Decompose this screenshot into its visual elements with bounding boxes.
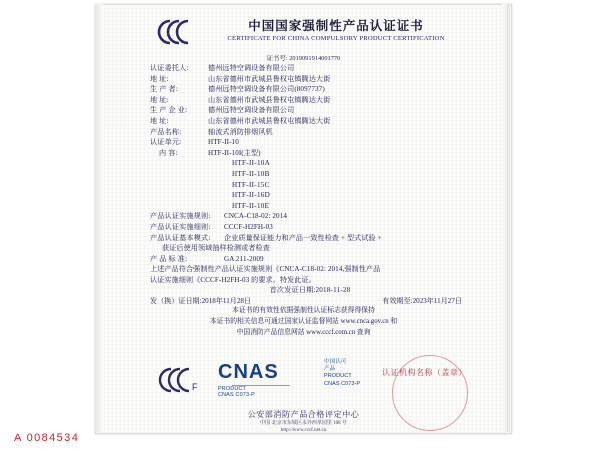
field-row <box>150 105 470 116</box>
model-item: HTF-II-16D <box>232 191 271 200</box>
notice-line: 本证书的有效性依据强制性认证标志获得得保持 <box>232 307 375 314</box>
basic-mode-line2: 获证后使用领域抽样检测或者检查 <box>162 244 270 253</box>
field-value: CCCF-H2FH-03 <box>224 222 273 231</box>
field-value: 山东省德州市武城县鲁权屯镇腾达大街 <box>208 74 331 83</box>
page-title: 中国国家强制性产品认证证书 <box>248 19 424 33</box>
field-label: 生 产 企 业: <box>150 106 188 115</box>
issuer-address <box>96 421 511 434</box>
field-label: 认证单元: <box>150 138 182 147</box>
cnas-line: CNAS C073-P <box>218 392 255 399</box>
model-item: HTF-II-10E <box>232 201 270 210</box>
model-group-row <box>150 148 470 159</box>
field-value: 企业质量保证能力和产品一致性检查 + 型式试验 + <box>224 233 382 242</box>
model-group-label: 内 容: <box>159 148 178 157</box>
serial-number: A 0084534 <box>14 432 80 444</box>
model-item: HTF-II-10A <box>232 159 271 168</box>
address-line: http://www.cccf.net.cn <box>280 427 327 433</box>
certificate-header <box>96 13 511 62</box>
field-row <box>150 74 470 85</box>
sheet-edge-left <box>95 4 103 432</box>
field-label: 地 址: <box>150 116 169 125</box>
field-label: 认证委托人: <box>150 64 189 72</box>
field-row <box>150 233 470 244</box>
field-value: 德州远特空调设备有限公司 <box>208 106 295 115</box>
field-row <box>150 137 470 148</box>
field-label: 产品认证基本模式: <box>150 233 211 242</box>
field-value: GA 211-2009 <box>224 254 264 263</box>
sheet-edge-right <box>502 4 510 432</box>
field-row <box>150 222 470 233</box>
field-row <box>150 84 470 95</box>
field-label: 生 产 者: <box>150 85 178 94</box>
page-title-english: CERTIFICATE FOR CHINA COMPULSORY PRODUCT CERTIFICATION <box>227 35 445 42</box>
first-issue-date: 首次发证日期:2018-11-28 <box>269 286 351 295</box>
field-value: 山东省德州市武城县鲁权屯镇腾达大街 <box>208 95 331 104</box>
field-row <box>150 63 470 74</box>
field-value: 德州远特空调设备有限公司(8097737) <box>208 85 325 94</box>
certificate-sheet <box>95 4 512 434</box>
issuer-name: 公安部消防产品合格评定中心 <box>247 410 360 419</box>
statement-line: 认证实施细则《CCCF-H2FH-03 的要求。特发此证。 <box>150 275 316 284</box>
issue-date: 发（换）证日期:2018年11月28日 <box>150 297 252 306</box>
field-label: 地 址: <box>150 74 169 83</box>
field-row <box>150 127 470 138</box>
model-item: HTF-II-10B <box>232 169 270 178</box>
notice-block <box>126 305 481 338</box>
issuing-authority-stamp: 认证机构名称（盖章） <box>382 368 467 377</box>
china-mark-line: PRODUCT <box>324 373 352 380</box>
field-row <box>150 116 470 127</box>
certificate-body <box>150 63 470 307</box>
cnas-logo <box>218 361 304 401</box>
certificate-number: 证书号: 2019091914001770 <box>266 55 341 62</box>
cccf-logo-icon <box>156 363 204 397</box>
statement-line: 上述产品符合强制性产品认证实施规则《CNCA-C18-02: 2014,强制性产品 <box>150 265 381 274</box>
field-value: 德州远特空调设备有限公司 <box>208 64 295 72</box>
svg-text:F: F <box>192 382 198 392</box>
field-label: 产品认证实施规则: <box>150 212 211 221</box>
field-row <box>150 211 470 222</box>
cnas-wordmark: CNAS <box>218 361 279 383</box>
field-value: 轴流式消防排烟风机 <box>208 127 273 136</box>
field-value: CNCA-C18-02: 2014 <box>224 212 287 221</box>
field-value: HTF-II-10 <box>208 138 239 147</box>
field-label: 产品认证实施细则: <box>150 222 211 231</box>
china-mark-line: CNAS C073-P <box>324 380 361 387</box>
field-row <box>150 254 470 265</box>
ccc-logo-icon <box>154 15 198 49</box>
field-label: 产 品 标 准: <box>150 254 188 263</box>
valid-until-date: 有效期至:2023年11月27日 <box>382 297 462 306</box>
china-accreditation-mark <box>324 359 384 388</box>
model-group-primary: HTF-II-10I(主型) <box>208 148 261 157</box>
field-row <box>150 95 470 106</box>
model-item: HTF-II-15C <box>232 180 270 189</box>
field-value: 山东省德州市武城县鲁权屯镇腾达大街 <box>208 116 331 125</box>
china-mark-line: 产品 <box>324 366 336 373</box>
cnas-line: PRODUCT <box>218 386 247 392</box>
field-label: 地 址: <box>150 95 169 104</box>
notice-line: 中国消防产品信息网站 www.cccf.com.cn 查询 <box>236 329 371 336</box>
field-label: 产品名称: <box>150 127 182 136</box>
notice-line: 本证书的相关信息可通过国家认证监督网站 www.cnca.gov.cn 和 <box>209 318 398 325</box>
address-line: 中国·北京市东城区永外西革园里 108 号 <box>260 421 347 426</box>
china-mark-line: 中国认可 <box>324 359 347 365</box>
logo-strip <box>96 357 511 417</box>
